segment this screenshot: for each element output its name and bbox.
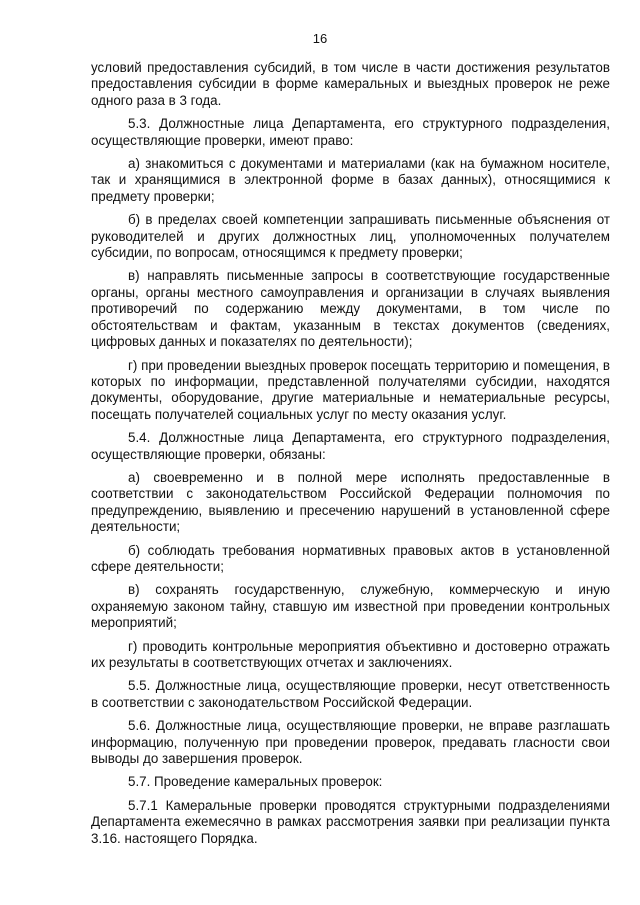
paragraph-5-4-g: г) проводить контрольные мероприятия объективно и достоверно отражать их результаты в соответствующих отчетах и заключениях.	[91, 638, 610, 670]
paragraph-5-3-v: в) направлять письменные запросы в соответствующие государственные органы, органы местного самоуправления и организации в случаях выявления противоречий по содержанию между документами, в том числе по обстоятельствам и фактам, указанным в текстах документов (сведениях, цифровых данных и показателях по деятельности);	[91, 268, 610, 350]
document-body	[91, 60, 610, 854]
paragraph-5-4-v: в) сохранять государственную, служебную, коммерческую и иную охраняемую законом тайну, ставшую им известной при проведении контрольных мероприятий;	[91, 582, 610, 631]
paragraph-5-6: 5.6. Должностные лица, осуществляющие проверки, не вправе разглашать информацию, полученную при проведении проверок, предавать гласности свои выводы до завершения проверок.	[91, 718, 610, 767]
paragraph-5-4-b: б) соблюдать требования нормативных правовых актов в установленной сфере деятельности;	[91, 542, 610, 574]
page-number: 16	[312, 31, 328, 46]
paragraph-5-3: 5.3. Должностные лица Департамента, его структурного подразделения, осуществляющие проверки, имеют право:	[91, 116, 610, 148]
paragraph-5-3-a: а) знакомиться с документами и материалами (как на бумажном носителе, так и хранящимися в электронной форме в базах данных), относящимися к предмету проверки;	[91, 156, 610, 204]
paragraph-5-4-a: а) своевременно и в полной мере исполнять предоставленные в соответствии с законодательством Российской Федерации полномочия по предупреждению, выявлению и пресечению нарушений в установленной сфере деятельности;	[91, 469, 610, 535]
paragraph-5-7: 5.7. Проведение камеральных проверок:	[128, 774, 383, 790]
paragraph-5-5: 5.5. Должностные лица, осуществляющие проверки, несут ответственность в соответствии с законодательством Российской Федерации.	[91, 678, 610, 710]
paragraph-5-3-g: г) при проведении выездных проверок посещать территорию и помещения, в которых по информации, представленной получателями субсидии, находятся документы, оборудование, другие материальные и нематериальные ресурсы, посещать получателей социальных услуг по месту оказания услуг.	[91, 357, 610, 422]
paragraph-5-4: 5.4. Должностные лица Департамента, его структурного подразделения, осуществляющие проверки, обязаны:	[91, 430, 610, 462]
paragraph-continuation: условий предоставления субсидий, в том числе в части достижения результатов предоставления субсидии в форме камеральных и выездных проверок не реже одного раза в 3 года.	[91, 60, 610, 108]
paragraph-5-3-b: б) в пределах своей компетенции запрашивать письменные объяснения от руководителей и других должностных лиц, уполномоченных получателем субсидии, по вопросам, относящимся к предмету проверки;	[91, 212, 610, 261]
paragraph-5-7-1: 5.7.1 Камеральные проверки проводятся структурными подразделениями Департамента ежемесячно в рамках рассмотрения заявки при реализации пункта 3.16. настоящего Порядка.	[91, 797, 610, 846]
